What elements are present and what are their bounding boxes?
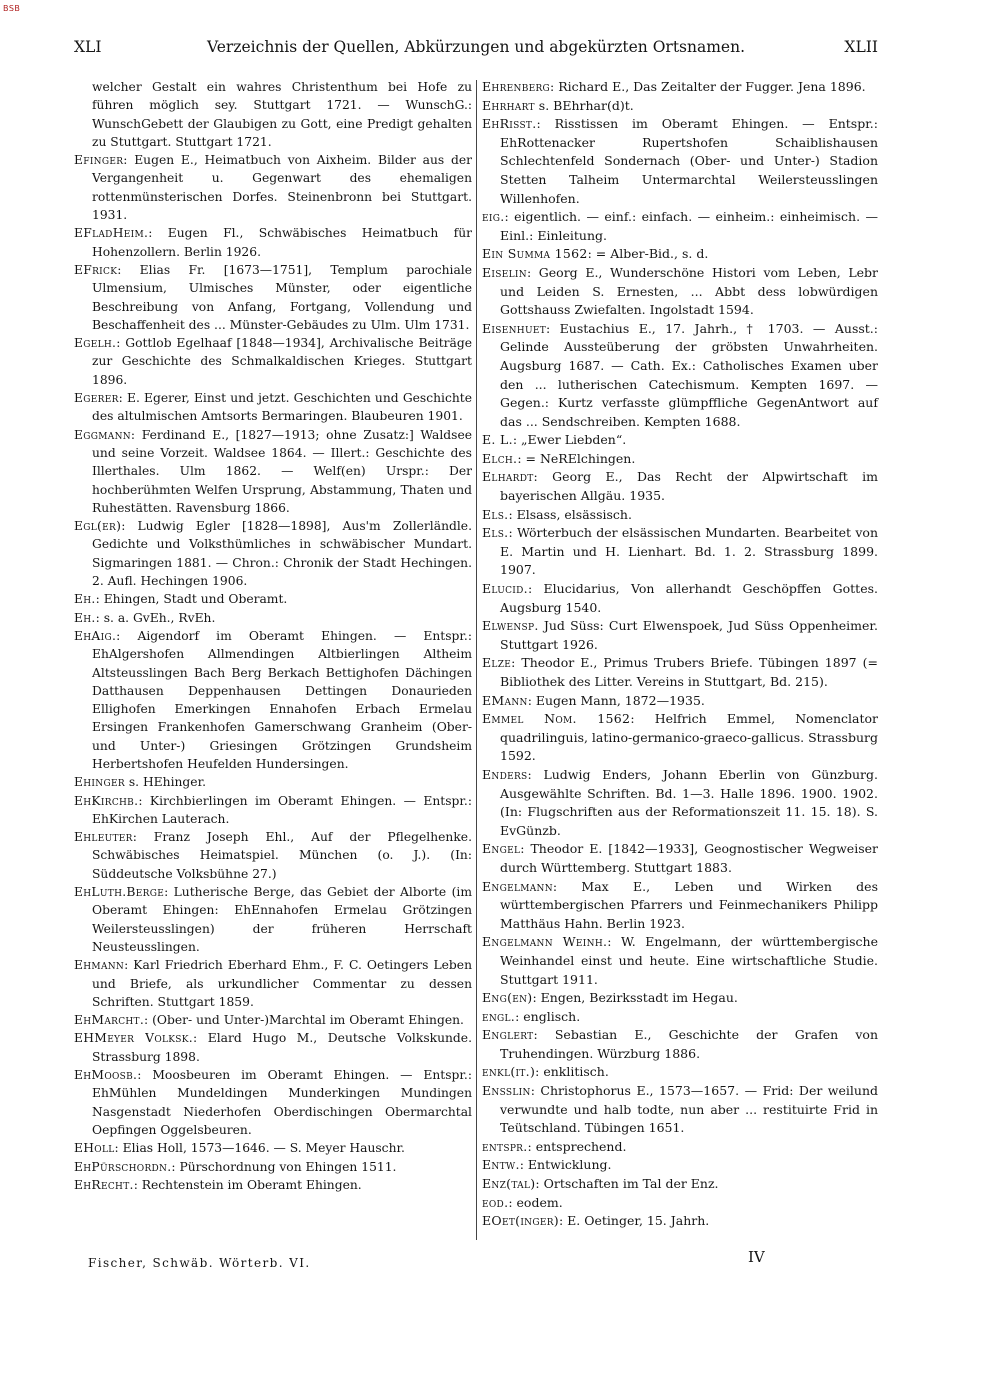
entry-headword: Efinger: [74, 153, 124, 168]
entry-headword: Emmel Nom. 1562: [482, 711, 631, 727]
column-divider: [476, 80, 477, 1240]
entry-text: : Theodor E. [1842—1933], Geognostischer Wegweiser durch Württemberg. Stuttgart 1883.: [500, 841, 878, 875]
dictionary-entry: [482, 1212, 878, 1231]
dictionary-entry: [74, 590, 472, 608]
entry-headword: EHMeyer Volksk.: [74, 1031, 193, 1046]
entry-text: : Ferdinand E., [1827—1913; ohne Zusatz:] Waldsee und seine Vorzeit. Waldsee 1864. — Illert.: Geschichte des Illerthales. Ulm 1862. — Welf(en) Urspr.: Der hochberühmten Welfen Ursprung, Abstammung, Thaten und Ruhestätten. Ravensburg 1866.: [92, 427, 472, 515]
entry-headword: Ehleuter: [74, 830, 133, 845]
entry-text: : E. Egerer, Einst und jetzt. Geschichten und Geschichte des altulmischen Amtsorts Bermaringen. Blaubeuren 1901.: [92, 391, 472, 424]
entry-headword: EhAig.: [74, 628, 117, 643]
dictionary-entry: [482, 1026, 878, 1063]
entry-headword: Engelmann: [482, 878, 553, 894]
entry-headword: engl.: [482, 1008, 516, 1024]
entry-text: : Richard E., Das Zeitalter der Fugger. Jena 1896.: [550, 79, 866, 94]
entry-headword: Eggmann: [74, 427, 131, 442]
entry-headword: EHoll: [74, 1141, 115, 1156]
dictionary-entry: [74, 78, 472, 151]
entry-text: : Lutherische Berge, das Gebiet der Alborte (im Oberamt Ehingen: EhEnnahofen Ermelau Grötzingen Weilersteusslingen) der früheren Herrschaft Neusteusslingen.: [92, 885, 472, 954]
entry-text: : eigentlich. — einf.: einfach. — einheim.: einheimisch. — Einl.: Einleitung.: [500, 209, 878, 243]
entry-text: : Franz Joseph Ehl., Auf der Pflegelhenke. Schwäbisches Heimatspiel. München (o. J.). (In: Süddeutsche Volksbühne 27.): [92, 830, 472, 881]
dictionary-entry: [482, 524, 878, 580]
entry-text: : Entwicklung.: [519, 1157, 612, 1173]
footer-signature: Fischer, Schwäb. Wörterb. VI.: [88, 1256, 311, 1270]
entry-headword: Egerer: [74, 391, 119, 406]
dictionary-entry: [482, 1008, 878, 1027]
entry-text: : Moosbeuren im Oberamt Ehingen. — Entspr.: EhMühlen Mundeldingen Munderkingen Mundingen Nasgenstadt Niederhofen Oberdischingen Obermarchtal Oepfingen Oggelsbeuren.: [92, 1068, 472, 1137]
entry-headword: EhLuth.Berge: [74, 885, 165, 900]
dictionary-entry: [482, 654, 878, 691]
entry-text: : Wörterbuch der elsässischen Mundarten. Bearbeitet von E. Martin und H. Lienhart. Bd. 1. 2. Strassburg 1899. 1907.: [500, 525, 878, 578]
dictionary-entry: [74, 517, 472, 590]
entry-text: : Georg E., Wunderschöne Histori vom Leben, Lebr und Leiden S. Ernesten, ... Abbt dess lobwürdigen Gottshauss Zwiefalten. Ingolstadt 1594.: [500, 264, 878, 318]
entry-text: : „Ewer Liebden“.: [512, 432, 627, 448]
entry-text: Jud Süss: Curt Elwenspoek, Jud Süss Oppenheimer. Stuttgart 1926.: [500, 618, 878, 652]
dictionary-entry: [74, 426, 472, 517]
dictionary-entry: [74, 883, 472, 956]
entry-text: : Karl Friedrich Eberhard Ehm., F. C. Oetingers Leben und Briefe, als urkundlicher Commentar zu dessen Schriften. Stuttgart 1859.: [92, 958, 472, 1009]
entry-headword: Ehinger: [74, 775, 125, 790]
entry-text: : (Ober- und Unter-)Marchtal im Oberamt Ehingen.: [144, 1013, 464, 1028]
dictionary-entry: [482, 766, 878, 840]
dictionary-entry: [482, 115, 878, 208]
entry-headword: Englert: [482, 1027, 534, 1043]
dictionary-entry: [74, 1066, 472, 1139]
dictionary-entry: [74, 773, 472, 791]
entry-text: : enklitisch.: [535, 1064, 609, 1080]
dictionary-entry: [482, 692, 878, 711]
entry-text: : Elucidarius, Von allerhandt Geschöpffen Gottes. Augsburg 1540.: [500, 581, 878, 615]
entry-headword: Entw.: [482, 1157, 520, 1173]
sheet-number: IV: [748, 1248, 765, 1266]
entry-headword: enkl(it.): [482, 1064, 536, 1080]
dictionary-entry: [482, 506, 878, 525]
page-number-right: XLII: [844, 38, 878, 56]
entry-headword: EhPürschordn.: [74, 1159, 172, 1174]
entry-text: welcher Gestalt ein wahres Christenthum bei Hofe zu führen möglich sey. Stuttgart 1721. — WunschG.: WunschGebett der Glaubigen zu Gott, eine Predigt gehalten zu Stuttgart. Stuttgart 1721.: [92, 80, 472, 149]
entry-text: : E. Oetinger, 15. Jahrh.: [558, 1213, 710, 1229]
dictionary-entry: [482, 431, 878, 450]
entry-text: : s. a. GvEh., RvEh.: [95, 610, 216, 625]
dictionary-entry: [482, 450, 878, 469]
page-number-left: XLI: [74, 38, 102, 56]
dictionary-entry: [74, 1139, 472, 1157]
entry-headword: Elhardt: [482, 469, 534, 485]
entry-headword: EhMoosb.: [74, 1068, 138, 1083]
dictionary-entry: [74, 1029, 472, 1066]
entry-headword: Enders: [482, 766, 528, 782]
entry-text: : Christophorus E., 1573—1657. — Frid: Der weilund verwundte und halb todte, nun aber ... restituirte Frid in Teütschland. Tübingen 1651.: [500, 1083, 878, 1136]
dictionary-entry: [74, 1158, 472, 1176]
dictionary-entry: [482, 840, 878, 877]
dictionary-entry: [74, 224, 472, 261]
dictionary-entry: [482, 933, 878, 989]
dictionary-entry: [74, 792, 472, 829]
dictionary-entry: [482, 1156, 878, 1175]
entry-headword: Elwensp.: [482, 618, 539, 634]
dictionary-entry: [482, 1194, 878, 1213]
entry-headword: Engel: [482, 841, 521, 857]
library-stamp: BSB: [3, 4, 21, 13]
entry-text: : Theodor E., Primus Trubers Briefe. Tübingen 1897 (= Bibliothek des Litter. Vereins in Stuttgart, Bd. 215).: [500, 655, 878, 689]
entry-text: : Ehingen, Stadt und Oberamt.: [95, 592, 288, 607]
entry-headword: Egl(er): [74, 519, 122, 534]
entry-text: : Eugen E., Heimatbuch von Aixheim. Bilder aus der Vergangenheit u. Gegenwart des ehemaligen rottenmünsterischen Dorfes. Steinenbronn bei Stuttgart. 1931.: [92, 153, 472, 223]
entry-text: : Rechtenstein im Oberamt Ehingen.: [133, 1177, 362, 1192]
entry-text: : Eugen Fl., Schwäbisches Heimatbuch für Hohenzollern. Berlin 1926.: [92, 226, 472, 259]
entry-headword: Ein Summa 1562: [482, 246, 588, 262]
running-header: [74, 38, 878, 62]
entry-text: : Ortschaften im Tal der Enz.: [535, 1176, 719, 1192]
entry-text: : = Alber-Bid., s. d.: [587, 246, 709, 262]
entry-headword: Elch.: [482, 450, 518, 466]
entry-text: : Elias Holl, 1573—1646. — S. Meyer Hauschr.: [114, 1141, 405, 1156]
entry-text: : Sebastian E., Geschichte der Grafen von Truhendingen. Würzburg 1886.: [500, 1027, 878, 1061]
dictionary-entry: [74, 627, 472, 773]
dictionary-entry: [74, 828, 472, 883]
entry-text: s. BEhrhar(d)t.: [534, 97, 634, 113]
dictionary-entry: [482, 1138, 878, 1157]
entry-headword: Ehrhart: [482, 97, 535, 113]
entry-text: : Ludwig Enders, Johann Eberlin von Günzburg. Ausgewählte Schriften. Bd. 1—3. Halle 1896. 1900. 1902. (In: Flugschriften aus der Reformationszeit 11. 15. 18). S. EvGünzb.: [500, 766, 878, 838]
left-column: [74, 78, 472, 1194]
dictionary-entry: [482, 1082, 878, 1138]
entry-headword: EMann: [482, 692, 528, 708]
entry-text: : Kirchbierlingen im Oberamt Ehingen. — Entspr.: EhKirchen Lauterach.: [92, 793, 472, 826]
entry-headword: Eh.: [74, 592, 96, 607]
dictionary-entry: [74, 1176, 472, 1194]
entry-text: : Engen, Bezirksstadt im Hegau.: [532, 990, 738, 1006]
entry-text: : Aigendorf im Oberamt Ehingen. — Entspr.: EhAlgershofen Allmendingen Altbierlingen Altheim Altsteusslingen Bach Berg Berkach Bettighofen Dächingen Datthausen Deppenhausen Dettingen Donaurieden Ellighofen Emerkingen Ennahofen Erbach Ermelau Ersingen Frankenhofen Gamerschwang Granheim (Ober- und Unter-) Griesingen Grötzingen Grundsheim Herbertshofen Heufelden Hundersingen.: [92, 628, 472, 771]
entry-headword: EhRecht.: [74, 1177, 134, 1192]
entry-headword: Elze: [482, 655, 512, 671]
entry-text: : Ludwig Egler [1828—1898], Aus'm Zollerländle. Gedichte und Volksthümliches in schwäbischer Mundart. Sigmaringen 1881. — Chron.: Chronik der Stadt Hechingen. 2. Aufl. Hechingen 1906.: [92, 519, 472, 589]
entry-headword: Ehrenberg: [482, 79, 551, 94]
dictionary-entry: [482, 1175, 878, 1194]
entry-headword: Els.: [482, 525, 509, 541]
entry-headword: Elucid.: [482, 581, 528, 597]
dictionary-entry: [74, 334, 472, 389]
entry-headword: Ensslin: [482, 1083, 531, 1099]
dictionary-entry: [482, 989, 878, 1008]
entry-headword: Ehmann: [74, 958, 125, 973]
entry-text: : Georg E., Das Recht der Alpwirtschaft im bayerischen Allgäu. 1935.: [500, 469, 878, 504]
page-title: Verzeichnis der Quellen, Abkürzungen und abgekürzten Ortsnamen.: [206, 38, 746, 56]
dictionary-entry: [482, 710, 878, 766]
dictionary-entry: [482, 1063, 878, 1082]
dictionary-entry: [74, 956, 472, 1011]
dictionary-entry: [482, 78, 878, 97]
dictionary-entry: [482, 617, 878, 654]
entry-headword: EFladHeim.: [74, 226, 149, 241]
dictionary-entry: [74, 151, 472, 224]
dictionary-entry: [482, 208, 878, 245]
entry-text: : Eugen Mann, 1872—1935.: [527, 692, 705, 708]
dictionary-entry: [74, 261, 472, 334]
entry-headword: entspr.: [482, 1138, 528, 1154]
dictionary-entry: [482, 320, 878, 432]
right-column: [482, 78, 878, 1231]
dictionary-entry: [482, 878, 878, 934]
entry-text: : W. Engelmann, der württembergische Weinhandel einst und heute. Eine wirtschaftliche Studie. Stuttgart 1911.: [500, 934, 878, 987]
entry-headword: Eng(en): [482, 990, 533, 1006]
dictionary-entry: [482, 245, 878, 264]
entry-text: : = NeRElchingen.: [517, 450, 636, 466]
entry-headword: EOet(inger): [482, 1213, 559, 1229]
entry-headword: eig.: [482, 209, 505, 225]
dictionary-entry: [482, 468, 878, 505]
entry-headword: EhKirchb.: [74, 793, 139, 808]
entry-text: : Elard Hugo M., Deutsche Volkskunde. Strassburg 1898.: [92, 1031, 472, 1064]
dictionary-entry: [74, 1011, 472, 1029]
entry-text: : eodem.: [508, 1194, 563, 1210]
entry-text: : englisch.: [515, 1008, 581, 1024]
entry-headword: Eh.: [74, 610, 96, 625]
entry-headword: Eiselin: [482, 264, 527, 280]
entry-text: s. HEhinger.: [124, 775, 207, 790]
entry-headword: Enz(tal): [482, 1176, 536, 1192]
entry-headword: eod.: [482, 1194, 509, 1210]
entry-headword: Egelh.: [74, 336, 117, 351]
entry-text: : Elsass, elsässisch.: [508, 506, 632, 522]
entry-headword: E. L.: [482, 432, 513, 448]
entry-headword: Engelmann Weinh.: [482, 934, 608, 950]
entry-text: : entsprechend.: [527, 1138, 627, 1154]
entry-headword: EhMarcht.: [74, 1013, 145, 1028]
dictionary-entry: [74, 389, 472, 426]
dictionary-entry: [482, 580, 878, 617]
entry-headword: Els.: [482, 506, 509, 522]
entry-headword: Eisenhuet: [482, 320, 546, 336]
entry-text: : Elias Fr. [1673—1751], Templum parochiale Ulmensium, Ulmisches Münster, oder eigentliche Beschreibung von Anfang, Fortgang, Vollendung und Beschaffenheit des ... Münster-Gebäudes zu Ulm. Ulm 1731.: [92, 262, 472, 332]
entry-headword: EhRisst.: [482, 116, 537, 132]
entry-headword: EFrick: [74, 262, 118, 277]
dictionary-entry: [74, 609, 472, 627]
entry-text: : Max E., Leben und Wirken des württembergischen Pfarrers und Feinmechanikers Philipp Matthäus Hahn. Berlin 1923.: [500, 878, 878, 931]
entry-text: : Eustachius E., 17. Jahrh., † 1703. — Ausst.: Gelinde Aussteüberung der gröbsten Unwahrheiten. Augsburg 1687. — Cath. Ex.: Catholisches Examen uber den ... lutherischen Catechismum. Kempten 1697. — Gegen.: Kurtz verfasste glümpffliche GegenAntwort auf das ... Sendschreiben. Kempten 1688.: [500, 320, 878, 429]
entry-text: : Gottlob Egelhaaf [1848—1934], Archivalische Beiträge zur Geschichte des Schmalkaldischen Krieges. Stuttgart 1896.: [92, 336, 472, 387]
entry-text: : Risstissen im Oberamt Ehingen. — Entspr.: EhRottenacker Rupertshofen Schaiblishausen Schlechtenfeld Sondernach (Ober- und Unter-) Stadion Stetten Talheim Untermarchtal Weilersteusslingen Willenhofen.: [500, 116, 878, 206]
dictionary-entry: [482, 97, 878, 116]
entry-text: : Pürschordnung von Ehingen 1511.: [171, 1159, 397, 1174]
entry-text: : Helfrich Emmel, Nomenclator quadrilinguis, latino-germanico-graeco-gallicus. Strassburg 1592.: [500, 711, 878, 764]
dictionary-entry: [482, 264, 878, 320]
